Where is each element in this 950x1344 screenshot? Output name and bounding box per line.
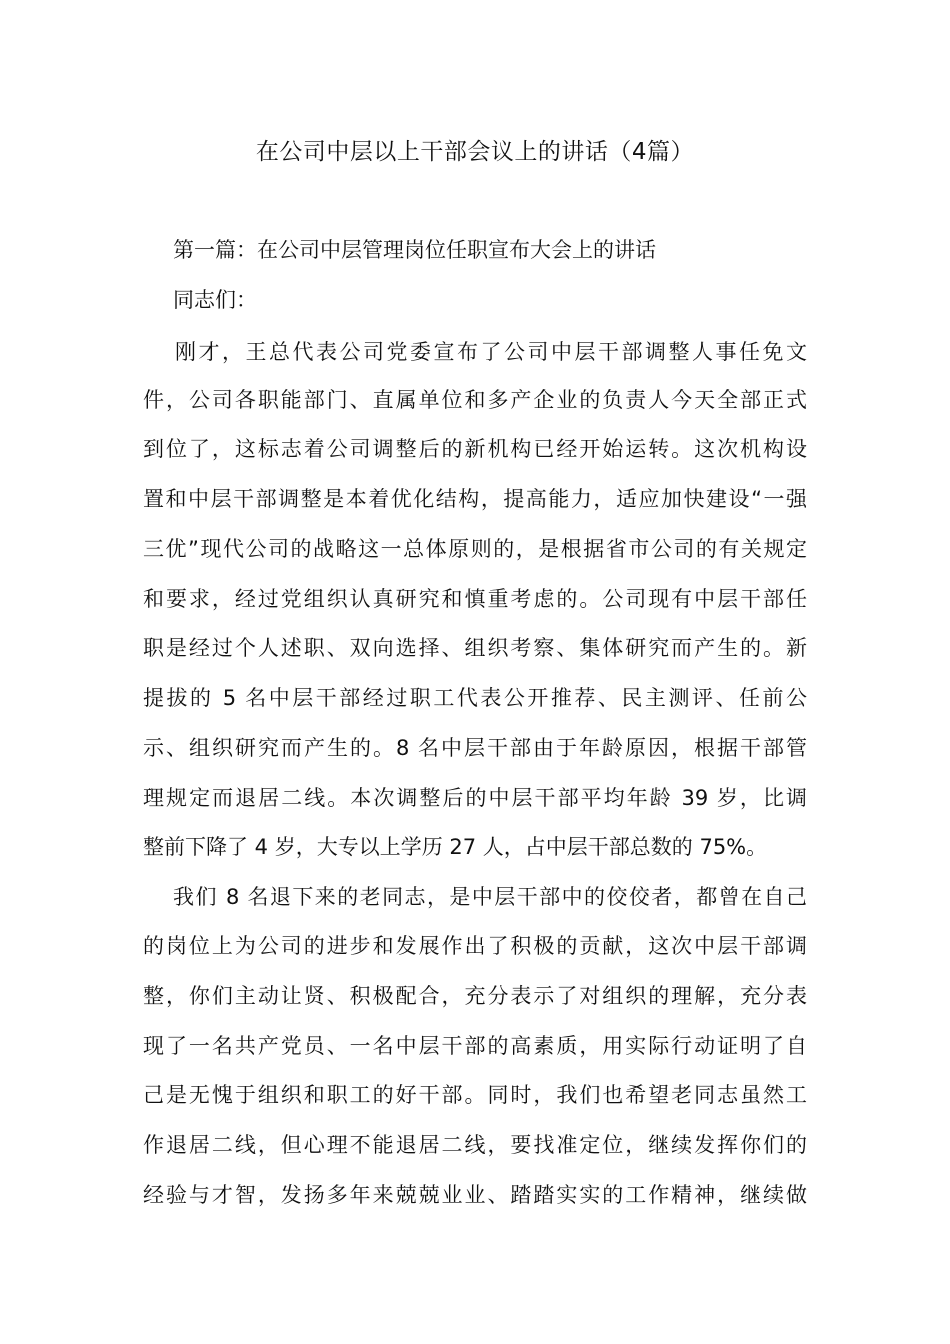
paragraph-1-line: 刚才，王总代表公司党委宣布了公司中层干部调整人事任免文 bbox=[175, 340, 807, 364]
paragraph-1-line: 理规定而退居二线。本次调整后的中层干部平均年龄 39 岁，比调 bbox=[143, 786, 807, 810]
paragraph-2-line: 整，你们主动让贤、积极配合，充分表示了对组织的理解，充分表 bbox=[143, 984, 807, 1008]
paragraph-1-line: 到位了，这标志着公司调整后的新机构已经开始运转。这次机构设 bbox=[143, 437, 807, 461]
paragraph-1-line: 和要求，经过党组织认真研究和慎重考虑的。公司现有中层干部任 bbox=[143, 587, 807, 611]
paragraph-2-line: 己是无愧于组织和职工的好干部。同时，我们也希望老同志虽然工 bbox=[143, 1083, 807, 1107]
paragraph-1-line: 提拔的 5 名中层干部经过职工代表公开推荐、民主测评、任前公 bbox=[143, 686, 807, 710]
paragraph-2-line: 作退居二线，但心理不能退居二线，要找准定位，继续发挥你们的 bbox=[143, 1133, 807, 1157]
paragraph-2-line: 经验与才智，发扬多年来兢兢业业、踏踏实实的工作精神，继续做 bbox=[143, 1183, 807, 1207]
paragraph-1-line: 示、组织研究而产生的。8 名中层干部由于年龄原因，根据干部管 bbox=[143, 736, 807, 760]
paragraph-2-line: 现了一名共产党员、一名中层干部的高素质，用实际行动证明了自 bbox=[143, 1034, 807, 1058]
paragraph-1-line: 职是经过个人述职、双向选择、组织考察、集体研究而产生的。新 bbox=[143, 636, 807, 660]
paragraph-2-line: 的岗位上为公司的进步和发展作出了积极的贡献，这次中层干部调 bbox=[143, 934, 807, 958]
paragraph-1-line: 置和中层干部调整是本着优化结构，提高能力，适应加快建设“一强 bbox=[143, 487, 807, 511]
document-title: 在公司中层以上干部会议上的讲话（4篇） bbox=[255, 139, 695, 165]
paragraph-2-line: 我们 8 名退下来的老同志，是中层干部中的佼佼者，都曾在自己 bbox=[173, 885, 807, 909]
paragraph-1-line: 件，公司各职能部门、直属单位和多产企业的负责人今天全部正式 bbox=[143, 388, 807, 412]
paragraph-1-line: 整前下降了 4 岁，大专以上学历 27 人，占中层干部总数的 75%。 bbox=[143, 835, 768, 859]
section-heading: 第一篇：在公司中层管理岗位任职宣布大会上的讲话 bbox=[173, 238, 656, 262]
paragraph-1-line: 三优”现代公司的战略这一总体原则的，是根据省市公司的有关规定 bbox=[143, 537, 807, 561]
salutation: 同志们： bbox=[173, 288, 257, 312]
